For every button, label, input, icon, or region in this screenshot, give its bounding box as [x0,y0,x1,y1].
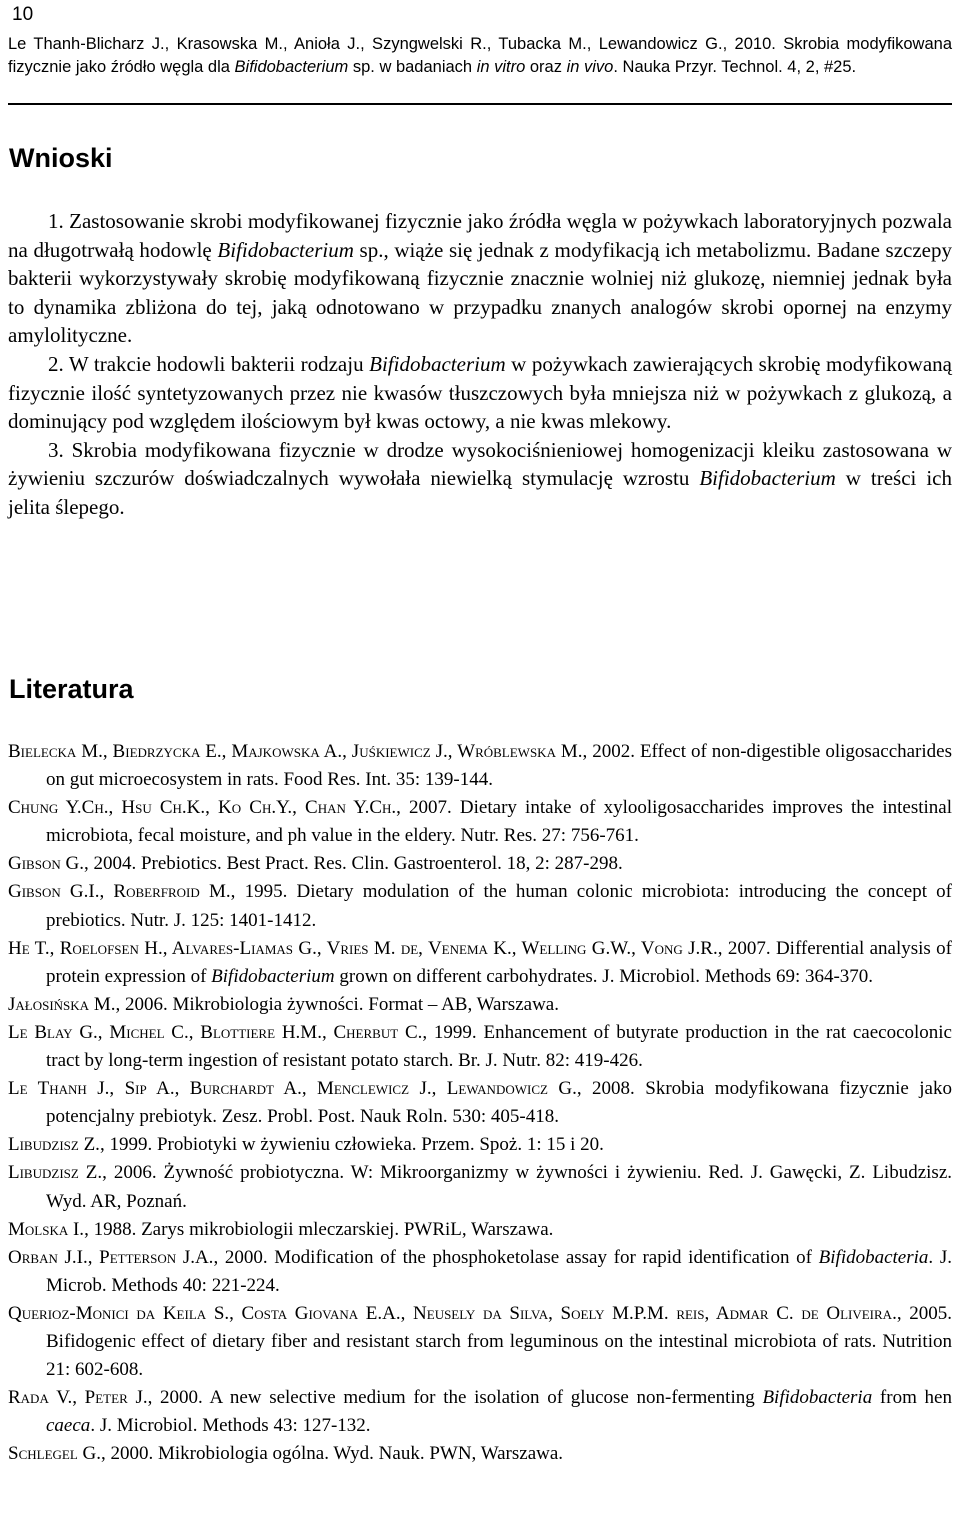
references-heading: Literatura [9,674,134,704]
reference-item [8,1131,952,1159]
citation-text: oraz [525,58,567,76]
header-rule [8,103,952,105]
running-citation [8,33,952,79]
reference-text: , 2007. Dietary intake of xylooligosaccharides improves the intestinal microbiota, fecal moisture, and ph value in the eldery. Nutr. Res. 27: 756-761. [46,797,952,847]
reference-text: . J. Microb. Methods 40: 221-224. [46,1246,952,1296]
reference-text: , 2000. Mikrobiologia ogólna. Wyd. Nauk. PWN, Warszawa. [101,1443,564,1465]
reference-text: , 2002. Effect of non-digestible oligosaccharides on gut microecosystem in rats. Food Res. Int. 35: 139-144. [46,741,952,791]
reference-italic: Bifidobacteria [762,1387,873,1409]
reference-item [8,1159,952,1215]
reference-authors: Chung Y.Ch., Hsu Ch.K., Ko Ch.Y., Chan Y.Ch. [8,797,397,819]
conclusion-paragraph-2 [8,350,952,436]
reference-item [8,1440,952,1468]
reference-text: , 2006. Żywność probiotyczna. W: Mikroorganizmy w żywności i żywieniu. Red. J. Gawęcki, Z. Libudzisz. Wyd. AR, Poznań. [46,1162,952,1212]
reference-item [8,1300,952,1384]
reference-text: from hen [872,1387,952,1409]
reference-item [8,935,952,991]
conclusion-paragraph-3 [8,436,952,522]
reference-item [8,1244,952,1300]
reference-authors: Bielecka M., Biedrzycka E., Majkowska A., Juśkiewicz J., Wróblewska M. [8,741,583,762]
paragraph-text: w pożywkach zawierających skrobię modyfikowaną fizycznie ilość syntetyzowanych przez nie kwasów tłuszczowych była mniejsza niż w pożywkach z glukozą, a dominujący pod względem ilościowym był kwas octowy, a nie kwas mlekowy. [8,351,952,434]
paragraph-text: sp., wiąże się jednak z modyfikacją ich metabolizmu. Badane szczepy bakterii wykorzystywały skrobię modyfikowaną fizycznie znacznie wolniej niż glukozę, niemniej jednak była to dynamika zbliżona do tej, jaką odnotowano w przypadku znanych analogów skrobi opornej na enzymy amylolityczne. [8,237,953,348]
paragraph-text: 2. W trakcie hodowli bakterii rodzaju [48,351,370,376]
reference-italic: Bifidobacterium [211,965,335,987]
reference-text: . J. Microbiol. Methods 43: 127-132. [90,1415,371,1437]
reference-text: , 2006. Mikrobiologia żywności. Format – AB, Warszawa. [115,993,559,1015]
genus-name: Bifidobacterium [217,237,354,262]
reference-text: , 1999. Enhancement of butyrate production in the rat caecocolonic tract by long-term ingestion of resistant potato starch. Br. J. Nutr. 82: 419-426. [46,1021,952,1072]
reference-authors: Le Blay G., Michel C., Blottiere H.M., Cherbut C. [8,1021,423,1043]
reference-list [8,738,952,1468]
reference-item [8,878,952,934]
reference-authors: Gibson G.I., Roberfroid M. [8,881,231,903]
reference-authors: He T., Roelofsen H., Alvares-Liamas G., Vries M. de, Venema K., Welling G.W., Vong J.R. [8,937,718,959]
reference-authors: Schlegel G. [8,1443,101,1465]
reference-authors: Jałosińska M. [8,993,116,1015]
reference-text: , 2000. Modification of the phosphoketolase assay for rapid identification of [213,1246,819,1268]
reference-text: , 2004. Prebiotics. Best Pract. Res. Clin. Gastroenterol. 18, 2: 287-298. [83,853,623,875]
reference-authors: Gibson G. [8,853,84,875]
citation-text: Le Thanh-Blicharz J., Krasowska M., Anioła J., Szyngwelski R., Tubacka M., Lewandowicz G., 2010. Skrobia modyfikowana fizycznie jako źródło węgla dla [8,35,952,76]
reference-item [8,1384,952,1440]
reference-item [8,850,952,878]
reference-authors: Molska I. [8,1218,85,1240]
reference-item [8,1216,952,1244]
citation-text: sp. w badaniach [348,58,477,76]
reference-authors: Libudzisz Z. [8,1162,103,1184]
citation-italic: Bifidobacterium [234,58,349,76]
citation-text: . Nauka Przyr. Technol. 4, 2, #25. [613,58,857,76]
reference-authors: Le Thanh J., Sip A., Burchardt A., Menclewicz J., Lewandowicz G. [8,1078,577,1100]
reference-item [8,991,952,1019]
reference-text: , 2007. Differential analysis of protein expression of [46,937,952,987]
reference-text: grown on different carbohydrates. J. Microbiol. Methods 69: 364-370. [334,965,874,987]
page-number: 10 [12,4,34,25]
reference-item [8,1075,952,1131]
reference-text: , 2000. A new selective medium for the isolation of glucose non-fermenting [147,1387,763,1409]
reference-text: , 1988. Zarys mikrobiologii mleczarskiej. PWRiL, Warszawa. [84,1218,554,1240]
conclusions-heading: Wnioski [9,143,113,173]
paragraph-text: 3. Skrobia modyfikowana fizycznie w drodze wysokociśnieniowej homogenizacji kleiku zastosowana w żywieniu szczurów doświadczalnych wywołała niewielką stymulację wzrostu [8,437,952,491]
reference-authors: Rada V., Peter J. [8,1387,148,1409]
conclusion-paragraph-1 [8,207,952,350]
genus-name: Bifidobacterium [699,466,836,491]
reference-item [8,1019,952,1075]
paragraph-text: 1. Zastosowanie skrobi modyfikowanej fizycznie jako źródła węgla w pożywkach laboratoryjnych pozwala na długotrwałą hodowlę [8,209,952,262]
reference-text: , 1999. Probiotyki w żywieniu człowieka. Przem. Spoż. 1: 15 i 20. [99,1134,604,1156]
genus-name: Bifidobacterium [369,351,506,376]
reference-authors: Orban J.I., Petterson J.A. [8,1246,214,1268]
citation-italic: in vitro [476,58,526,76]
conclusions-body [8,207,952,522]
reference-authors: Libudzisz Z. [8,1134,100,1156]
reference-text: , 2008. Skrobia modyfikowana fizycznie jako potencjalny prebiotyk. Zesz. Probl. Post. Nauk Roln. 530: 405-418. [46,1078,952,1128]
paragraph-text: w treści ich jelita ślepego. [8,466,952,519]
reference-item [8,738,952,794]
citation-italic: in vivo [566,58,614,76]
reference-text: , 1995. Dietary modulation of the human colonic microbiota: introducing the concept of prebiotics. Nutr. J. 125: 1401-1412. [46,881,952,931]
reference-item [8,794,952,850]
reference-italic: Bifidobacteria [818,1246,929,1268]
reference-italic: caeca [46,1415,91,1437]
reference-text: , 2005. Bifidogenic effect of dietary fiber and resistant starch from leguminous on the intestinal microbiota of rats. Nutrition 21: 602-608. [46,1302,952,1381]
reference-authors: Querioz-Monici da Keila S., Costa Giovana E.A., Neusely da Silva, Soely M.P.M. reis, Admar C. de Oliveira. [8,1302,897,1324]
